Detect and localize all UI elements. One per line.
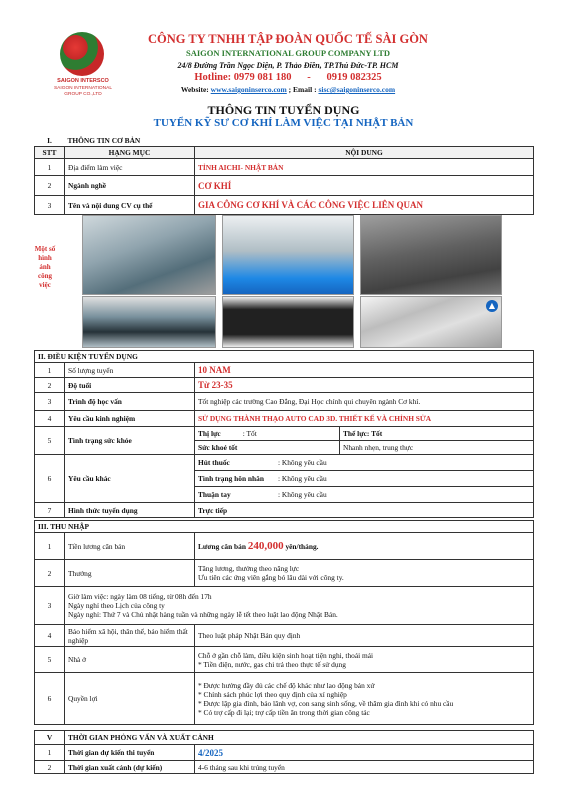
handedness-label: Thuận tay — [198, 490, 231, 499]
health-vision — [195, 427, 340, 441]
smoking-label: Hút thuốc — [198, 458, 230, 467]
col-header-item: HẠNG MỤC — [65, 147, 195, 159]
row-number: 1 — [35, 745, 65, 761]
bonus-line: Tăng lương, thưởng theo năng lực — [198, 564, 300, 573]
row-value: TỈNH AICHI- NHẬT BẢN — [195, 159, 534, 176]
row-number: 1 — [35, 533, 65, 560]
bonus-line: Ưu tiên các ứng viên gắng bó lâu dài với công ty. — [198, 573, 344, 582]
row-value — [195, 560, 534, 587]
row-label: Độ tuổi — [65, 378, 195, 393]
row-number: 2 — [35, 560, 65, 587]
salary-unit: yên/tháng. — [285, 542, 319, 551]
logo-text: SAIGON INTERSCO — [57, 78, 109, 84]
row-label: Số lượng tuyển — [65, 363, 195, 378]
salary-cell — [195, 533, 534, 560]
row-number: 2 — [35, 378, 65, 393]
row-number: 1 — [35, 363, 65, 378]
row-number: 7 — [35, 503, 65, 518]
row-label: Thời gian dự kiến thi tuyển — [65, 745, 195, 761]
row-value: 10 NAM — [195, 363, 534, 378]
fitness-value: Thể lực: Tốt — [343, 429, 383, 438]
section-title: III. THU NHẬP — [35, 521, 534, 533]
health-general: Sức khoẻ tốt — [195, 441, 340, 455]
benefit-line: * Được lập gia đình, bảo lãnh vợ, con sang sinh sống, về thăm gia đình khi có nhu cầu — [198, 698, 454, 708]
benefit-line: * Chính sách phúc lợi theo quy định của xí nghiệp — [198, 689, 347, 699]
health-traits: Nhanh nhẹn, trung thực — [340, 441, 534, 455]
row-label: Bảo hiểm xã hội, thân thể, bảo hiểm thất nghiệp — [65, 625, 195, 647]
row-value: Từ 23-35 — [195, 378, 534, 393]
row-value — [195, 673, 534, 725]
row-number: 2 — [35, 176, 65, 196]
page-subtitle: TUYỂN KỸ SƯ CƠ KHÍ LÀM VIỆC TẠI NHẬT BẢN — [153, 117, 414, 129]
vision-value: : Tốt — [242, 429, 257, 438]
page-title: THÔNG TIN TUYỂN DỤNG — [207, 103, 360, 117]
row-label: Trình độ học vấn — [65, 393, 195, 411]
health-fitness — [340, 427, 534, 441]
hours-line: Giờ làm việc: ngày làm 08 tiếng, từ 08h đến 17h — [68, 592, 212, 601]
row-label: Tên và nội dung CV cụ thể — [65, 196, 195, 215]
income-table — [34, 520, 534, 725]
row-value: 4/2025 — [195, 745, 534, 761]
other-handedness — [195, 487, 534, 503]
section-number: I. — [47, 136, 52, 145]
row-value: GIA CÔNG CƠ KHÍ VÀ CÁC CÔNG VIỆC LIÊN QUAN — [195, 196, 534, 215]
row-number: 6 — [35, 673, 65, 725]
section-title: THÔNG TIN CƠ BẢN — [67, 136, 141, 145]
row-label: Yêu cầu kinh nghiệm — [65, 411, 195, 427]
row-label: Yêu cầu khác — [65, 455, 195, 503]
salary-amount: 240,000 — [247, 540, 284, 552]
letterhead — [0, 0, 567, 100]
row-number: 3 — [35, 196, 65, 215]
hotline: Hotline: 0979 081 180 - 0919 082325 — [194, 72, 382, 83]
scroll-up-button[interactable]: ▲ — [486, 300, 498, 312]
row-value: SỬ DỤNG THÀNH THẠO AUTO CAD 3D. THIẾT KẾ VÀ CHỈNH SỬA — [195, 411, 534, 427]
work-photo — [82, 215, 216, 295]
row-number: 6 — [35, 455, 65, 503]
logo-emblem — [60, 32, 104, 76]
marital-label: Tình trạng hôn nhân — [198, 474, 264, 483]
row-number: 5 — [35, 427, 65, 455]
company-info — [128, 32, 448, 94]
work-photo — [82, 296, 216, 348]
schedule-table — [34, 730, 534, 774]
row-label: Thời gian xuất cảnh (dự kiến) — [65, 761, 195, 774]
company-name-en: SAIGON INTERNATIONAL GROUP COMPANY LTD — [185, 48, 391, 58]
row-number: 2 — [35, 761, 65, 774]
row-number: 4 — [35, 625, 65, 647]
requirements-table — [34, 350, 534, 518]
row-label: Tình trạng sức khỏe — [65, 427, 195, 455]
row-label: Ngành nghề — [65, 176, 195, 196]
vision-label: Thị lực — [198, 429, 221, 438]
salary-prefix: Lương căn bản — [198, 542, 246, 551]
section-number: V — [35, 731, 65, 745]
photos-label: Một số hình ảnh công việc — [34, 245, 56, 289]
row-label: Địa điểm làm việc — [65, 159, 195, 176]
benefit-line: * Được hưởng đầy đủ các chế độ khác như lao động bản xứ — [198, 680, 375, 690]
work-photo — [360, 215, 502, 295]
company-address: 24/8 Đường Trần Ngọc Diện, P. Thảo Điền, TP.Thủ Đức-TP. HCM — [177, 61, 399, 70]
row-label: Nhà ở — [65, 647, 195, 673]
email-label: ; Email : — [288, 85, 317, 94]
row-label: Hình thức tuyển dụng — [65, 503, 195, 518]
row-number: 1 — [35, 159, 65, 176]
row-value: CƠ KHÍ — [195, 176, 534, 196]
housing-line: * Tiền điện, nước, gas chi trả theo thực tế sử dụng — [198, 659, 346, 669]
marital-value: : Không yêu cầu — [278, 474, 327, 483]
row-value — [65, 587, 534, 625]
row-number: 3 — [35, 393, 65, 411]
section-title: II. ĐIỀU KIỆN TUYỂN DỤNG — [35, 351, 534, 363]
hours-line: Ngày nghỉ theo Lịch của công ty — [68, 601, 165, 610]
other-smoking — [195, 455, 534, 471]
housing-line: Chỗ ở gần chỗ làm, điều kiện sinh hoạt tiện nghi, thoải mái — [198, 650, 374, 660]
logo-subtext: SAIGON INTERNATIONAL GROUP CO.,LTD — [53, 86, 112, 97]
row-label: Quyền lợi — [65, 673, 195, 725]
smoking-value: : Không yêu cầu — [278, 458, 327, 467]
website-label: Website: — [180, 85, 209, 94]
row-value: Theo luật pháp Nhật Bản quy định — [195, 625, 534, 647]
section-title: THỜI GIAN PHỎNG VẤN VÀ XUẤT CẢNH — [65, 731, 534, 745]
other-marital — [195, 471, 534, 487]
company-logo — [52, 32, 114, 100]
work-photo — [222, 215, 354, 295]
handedness-value: : Không yêu cầu — [278, 490, 327, 499]
row-label: Tiền lương căn bản — [65, 533, 195, 560]
row-value: Trực tiếp — [195, 503, 534, 518]
company-name-vn: CÔNG TY TNHH TẬP ĐOÀN QUỐC TẾ SÀI GÒN — [148, 32, 428, 46]
contact-line — [128, 85, 448, 94]
hours-line: Ngày nghỉ: Thứ 7 và Chủ nhật hàng tuần và những ngày lễ tết theo luật lao động Nhật Bản. — [68, 610, 338, 619]
work-photo — [222, 296, 354, 348]
row-number: 3 — [35, 587, 65, 625]
email-link[interactable]: sisc@saigoninserco.com — [318, 85, 396, 94]
col-header-stt: STT — [35, 147, 65, 159]
row-value: Tốt nghiệp các trường Cao Đẳng, Đại Học chính qui chuyên ngành Cơ khí. — [195, 393, 534, 411]
row-value: 4-6 tháng sau khi trúng tuyển — [195, 761, 534, 774]
row-number: 4 — [35, 411, 65, 427]
row-number: 5 — [35, 647, 65, 673]
benefit-line: * Có trợ cấp đi lại; trợ cấp tiền ăn trong thời gian công tác — [198, 707, 370, 717]
col-header-content: NỘI DUNG — [195, 147, 534, 159]
work-photo — [360, 296, 502, 348]
row-value — [195, 647, 534, 673]
row-label: Thưởng — [65, 560, 195, 587]
website-link[interactable]: www.saigoninserco.com — [210, 85, 287, 94]
basic-info-table — [34, 135, 534, 215]
